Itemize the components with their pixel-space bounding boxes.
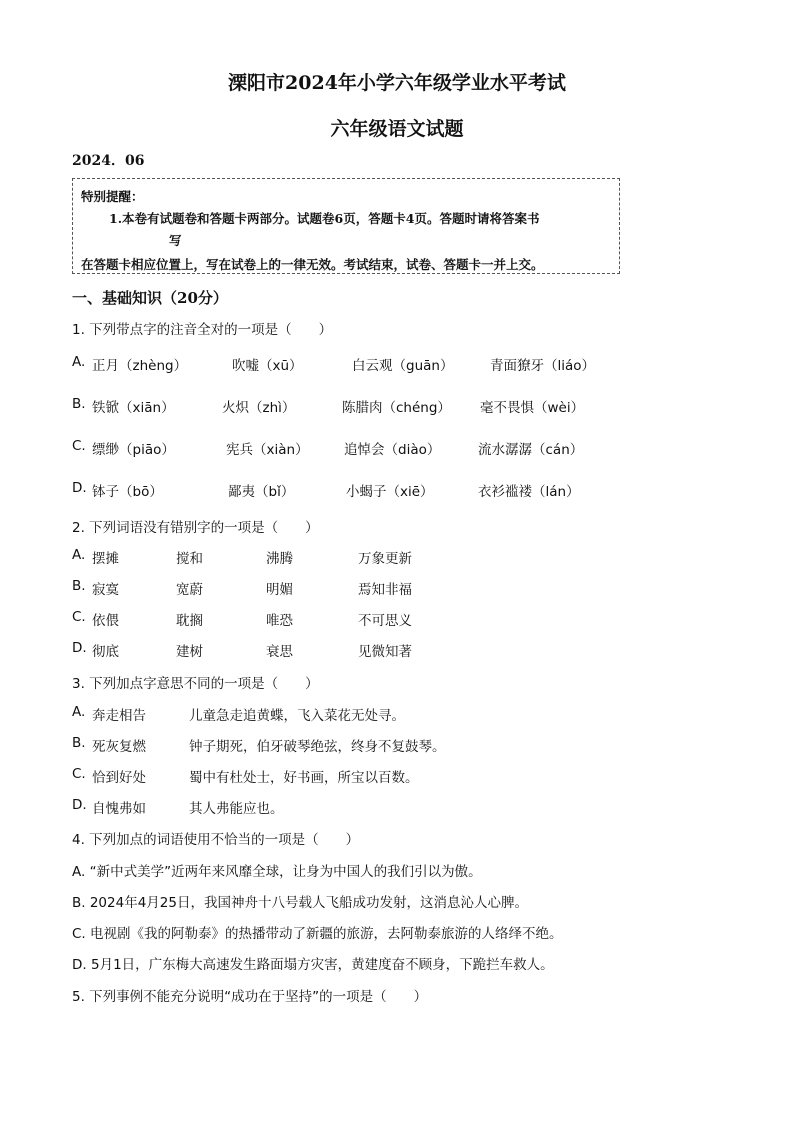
option-item: 钵子（bō） [92, 484, 163, 500]
q4-option-a: A. “新中式美学”近两年来风靡全球，让身为中国人的我们引以为傲。 [72, 864, 482, 880]
exam-subtitle: 六年级语文试题 [330, 118, 464, 140]
option-item: 死灰复燃 [92, 739, 146, 755]
option-label: C. [72, 766, 86, 782]
option-item: 流水潺潺（cán） [478, 442, 584, 458]
option-item: 青面獠牙（liáo） [490, 358, 596, 374]
option-item: 焉知非福 [358, 582, 412, 598]
option-item: 耽搁 [176, 613, 203, 629]
option-label: B. [72, 578, 86, 594]
option-item: 自愧弗如 [92, 801, 146, 817]
option-item: 沸腾 [266, 551, 293, 567]
option-item: 宪兵（xiàn） [226, 442, 309, 458]
exam-title: 溧阳市2024年小学六年级学业水平考试 [228, 72, 566, 94]
question-3-stem: 3. 下列加点字意思不同的一项是（ ） [72, 676, 319, 692]
option-item: 小蝎子（xiē） [346, 484, 434, 500]
q4-option-b: B. 2024年4月25日，我国神舟十八号载人飞船成功发射，这消息沁人心脾。 [72, 895, 528, 911]
question-1-stem: 1. 下列带点字的注音全对的一项是（ ） [72, 322, 333, 338]
option-item: 恰到好处 [92, 770, 146, 786]
option-item: 鄙夷（bǐ） [228, 484, 295, 500]
option-label: C. [72, 438, 86, 454]
option-label: B. [72, 396, 86, 412]
option-item: 万象更新 [358, 551, 412, 567]
option-item: 衣衫褴褛（lán） [478, 484, 580, 500]
option-item: 儿童急走追黄蝶，飞入菜花无处寻。 [189, 708, 405, 724]
option-item: 搅和 [176, 551, 203, 567]
option-item: 摆摊 [92, 551, 119, 567]
option-item: 白云观（guān） [352, 358, 454, 374]
notice-box [72, 178, 620, 274]
option-item: 毫不畏惧（wèi） [480, 400, 585, 416]
option-label: A. [72, 547, 86, 563]
option-item: 蜀中有杜处士，好书画，所宝以百数。 [189, 770, 419, 786]
option-item: 唯恐 [266, 613, 293, 629]
q4-option-d: D. 5月1日，广东梅大高速发生路面塌方灾害，黄建度奋不顾身，下跪拦车救人。 [72, 957, 554, 973]
option-label: A. [72, 354, 86, 370]
option-item: 铁锨（xiān） [92, 400, 175, 416]
option-label: B. [72, 735, 86, 751]
option-item: 彻底 [92, 644, 119, 660]
option-label: D. [72, 797, 87, 813]
question-2-stem: 2. 下列词语没有错别字的一项是（ ） [72, 520, 319, 536]
option-item: 正月（zhèng） [92, 358, 188, 374]
option-item: 见微知著 [358, 644, 412, 660]
option-label: D. [72, 640, 87, 656]
option-item: 奔走相告 [92, 708, 146, 724]
option-item: 钟子期死，伯牙破琴绝弦，终身不复鼓琴。 [189, 739, 446, 755]
option-label: C. [72, 609, 86, 625]
option-item: 追悼会（diào） [344, 442, 441, 458]
question-5-stem: 5. 下列事例不能充分说明“成功在于坚持”的一项是（ ） [72, 989, 428, 1005]
question-4-stem: 4. 下列加点的词语使用不恰当的一项是（ ） [72, 832, 360, 848]
notice-line-2: 写 [169, 233, 182, 248]
option-item: 不可思义 [358, 613, 412, 629]
option-item: 火炽（zhì） [222, 400, 296, 416]
notice-line-1: 1.本卷有试题卷和答题卡两部分。试题卷6页，答题卡4页。答题时请将答案书 [109, 211, 540, 226]
option-label: D. [72, 480, 87, 496]
option-label: A. [72, 704, 86, 720]
option-item: 其人弗能应也。 [189, 801, 284, 817]
option-item: 依偎 [92, 613, 119, 629]
q4-option-c: C. 电视剧《我的阿勒泰》的热播带动了新疆的旅游，去阿勒泰旅游的人络绎不绝。 [72, 926, 563, 942]
option-item: 衰思 [266, 644, 293, 660]
option-item: 吹嘘（xū） [232, 358, 303, 374]
option-item: 陈腊肉（chéng） [342, 400, 451, 416]
option-item: 明媚 [266, 582, 293, 598]
notice-heading: 特别提醒： [81, 189, 144, 204]
notice-line-3: 在答题卡相应位置上，写在试卷上的一律无效。考试结束，试卷、答题卡一并上交。 [81, 257, 544, 272]
option-item: 寂寞 [92, 582, 119, 598]
option-item: 建树 [176, 644, 203, 660]
exam-date: 2024．06 [72, 153, 145, 169]
option-item: 宽蔚 [176, 582, 203, 598]
section-basic-knowledge: 一、基础知识（20分） [72, 289, 228, 307]
option-item: 缥缈（piāo） [92, 442, 175, 458]
